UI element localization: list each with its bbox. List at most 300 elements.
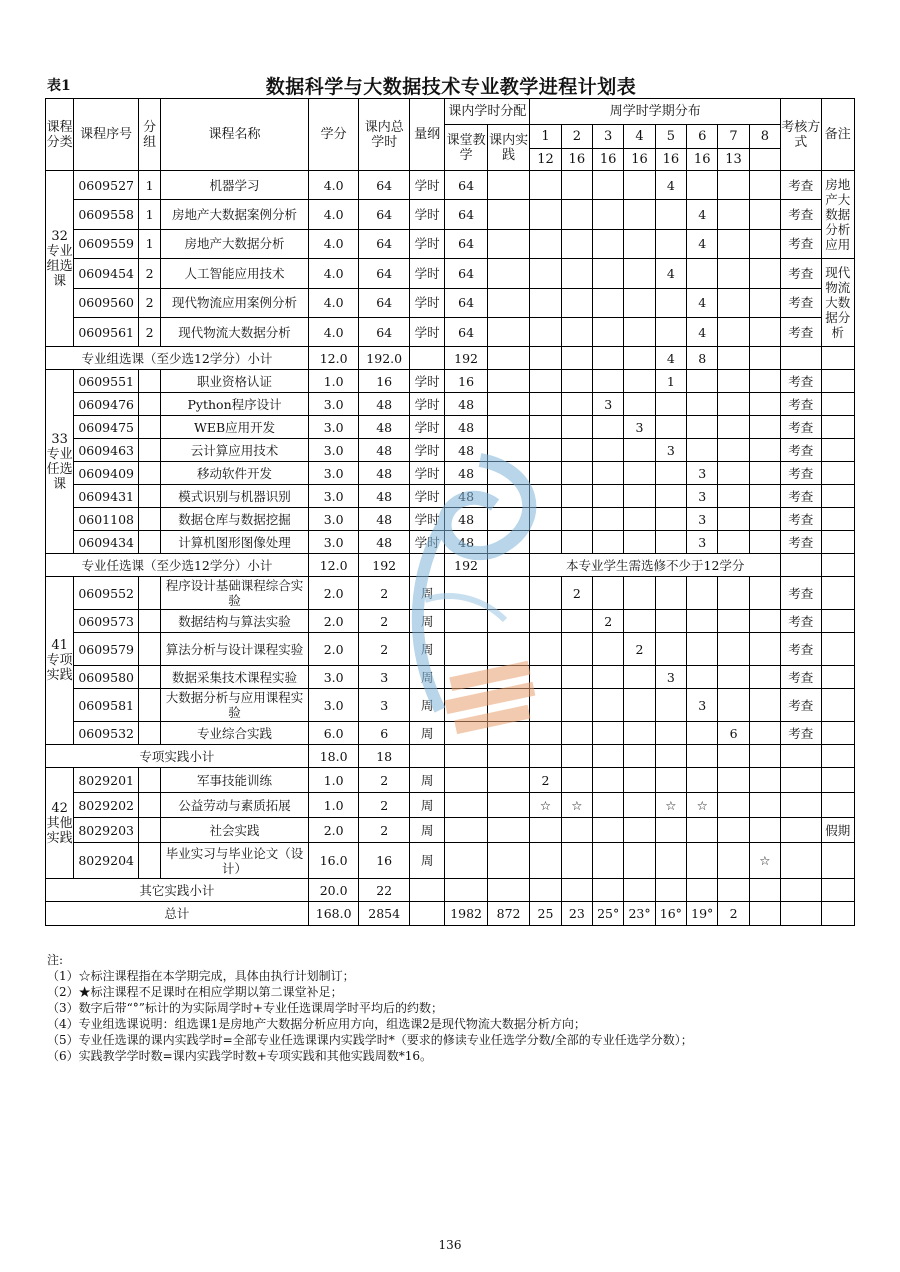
- grand-total-practice: 872: [487, 902, 529, 926]
- semester-hours: 3: [687, 531, 718, 554]
- course-total-hours: 2: [359, 577, 410, 610]
- semester-hours: [749, 768, 780, 793]
- course-practice: [487, 610, 529, 633]
- semester-hours: [593, 531, 624, 554]
- course-classroom: [445, 843, 487, 879]
- semester-hours: 2: [530, 768, 561, 793]
- semester-hours: [624, 259, 655, 288]
- semester-hours: 2: [624, 633, 655, 666]
- semester-hours: [655, 577, 686, 610]
- subtotal-remark: [821, 347, 854, 370]
- course-remark: [821, 722, 854, 745]
- course-assessment: 考查: [781, 229, 821, 258]
- course-total-hours: 16: [359, 370, 410, 393]
- course-assessment: 考查: [781, 689, 821, 722]
- header-semester: 7: [718, 125, 749, 149]
- semester-hours: [624, 666, 655, 689]
- table-row: [46, 577, 855, 610]
- semester-hours: [624, 462, 655, 485]
- subtotal-assessment: [781, 554, 821, 577]
- course-credits: 6.0: [308, 722, 359, 745]
- course-group: [139, 610, 161, 633]
- semester-hours: [624, 508, 655, 531]
- semester-hours: [718, 610, 749, 633]
- course-practice: [487, 508, 529, 531]
- course-practice: [487, 171, 529, 200]
- category-cell: 42其他实践: [46, 768, 74, 879]
- subtotal-assessment: [781, 347, 821, 370]
- semester-hours: [749, 666, 780, 689]
- footnote-line: 注:: [47, 953, 64, 967]
- semester-hours: [593, 171, 624, 200]
- subtotal-label: 专项实践小计: [46, 745, 309, 768]
- course-measure: 学时: [409, 393, 444, 416]
- course-no: 0609559: [74, 229, 139, 258]
- table-row: [46, 462, 855, 485]
- course-practice: [487, 793, 529, 818]
- header-remark: 备注: [821, 99, 854, 171]
- semester-hours: [624, 768, 655, 793]
- semester-hours: [530, 393, 561, 416]
- semester-hours: [718, 370, 749, 393]
- course-total-hours: 64: [359, 200, 410, 229]
- table-row: [46, 485, 855, 508]
- course-group: [139, 722, 161, 745]
- semester-hours: [718, 768, 749, 793]
- course-assessment: 考查: [781, 259, 821, 288]
- course-measure: 周: [409, 843, 444, 879]
- semester-hours: [718, 485, 749, 508]
- semester-hours: [561, 610, 592, 633]
- course-assessment: 考查: [781, 722, 821, 745]
- subtotal-semester: [561, 745, 592, 768]
- semester-hours: [593, 689, 624, 722]
- semester-hours: ☆: [687, 793, 718, 818]
- course-remark: [821, 577, 854, 610]
- semester-hours: [655, 610, 686, 633]
- table-row: [46, 317, 855, 346]
- header-group: 分组: [139, 99, 161, 171]
- table-row: [46, 793, 855, 818]
- course-measure: 学时: [409, 508, 444, 531]
- subtotal-credits: 20.0: [308, 879, 359, 902]
- course-measure: 学时: [409, 462, 444, 485]
- course-credits: 4.0: [308, 288, 359, 317]
- semester-hours: [655, 508, 686, 531]
- table-row: [46, 229, 855, 258]
- course-measure: 学时: [409, 485, 444, 508]
- semester-hours: 4: [655, 259, 686, 288]
- course-total-hours: 16: [359, 843, 410, 879]
- course-name: 模式识别与机器识别: [161, 485, 309, 508]
- course-credits: 1.0: [308, 793, 359, 818]
- subtotal-semester: [718, 347, 749, 370]
- semester-hours: [561, 722, 592, 745]
- semester-hours: [655, 462, 686, 485]
- course-assessment: [781, 843, 821, 879]
- course-assessment: 考查: [781, 531, 821, 554]
- semester-hours: [718, 416, 749, 439]
- course-group: 1: [139, 229, 161, 258]
- semester-hours: [718, 462, 749, 485]
- course-measure: 学时: [409, 317, 444, 346]
- semester-hours: 3: [687, 689, 718, 722]
- header-semester: 6: [687, 125, 718, 149]
- header-weeks: [749, 149, 780, 171]
- subtotal-measure: [409, 745, 444, 768]
- grand-total-measure: [409, 902, 444, 926]
- course-classroom: [445, 610, 487, 633]
- course-remark: [821, 768, 854, 793]
- course-remark: [821, 370, 854, 393]
- footnote-line: （6）实践教学学时数=课内实践学时数+专项实践和其他实践周数*16。: [47, 1049, 433, 1063]
- semester-hours: 4: [687, 229, 718, 258]
- course-no: 0609580: [74, 666, 139, 689]
- course-practice: [487, 259, 529, 288]
- header-semester: 5: [655, 125, 686, 149]
- semester-hours: [561, 666, 592, 689]
- subtotal-total-hours: 22: [359, 879, 410, 902]
- course-measure: 学时: [409, 200, 444, 229]
- course-total-hours: 64: [359, 288, 410, 317]
- course-name: 房地产大数据分析: [161, 229, 309, 258]
- course-no: 8029201: [74, 768, 139, 793]
- semester-hours: [530, 633, 561, 666]
- course-no: 0609532: [74, 722, 139, 745]
- subtotal-practice: [487, 554, 529, 577]
- course-remark: [821, 633, 854, 666]
- semester-hours: [561, 370, 592, 393]
- course-remark: [821, 416, 854, 439]
- semester-hours: [718, 317, 749, 346]
- course-assessment: 考查: [781, 439, 821, 462]
- subtotal-practice: [487, 347, 529, 370]
- course-classroom: 48: [445, 508, 487, 531]
- course-no: 0609431: [74, 485, 139, 508]
- course-measure: 周: [409, 666, 444, 689]
- table-row: [46, 610, 855, 633]
- semester-hours: [530, 259, 561, 288]
- course-measure: 周: [409, 793, 444, 818]
- header-weeks: 12: [530, 149, 561, 171]
- course-classroom: 48: [445, 485, 487, 508]
- course-group: 2: [139, 288, 161, 317]
- course-classroom: [445, 666, 487, 689]
- subtotal-label: 专业任选课（至少选12学分）小计: [46, 554, 309, 577]
- course-remark: [821, 531, 854, 554]
- course-no: 0609560: [74, 288, 139, 317]
- semester-hours: [655, 689, 686, 722]
- course-total-hours: 48: [359, 462, 410, 485]
- grand-total-semester: 23°: [624, 902, 655, 926]
- table-row: [46, 689, 855, 722]
- subtotal-classroom: [445, 879, 487, 902]
- course-no: 0609558: [74, 200, 139, 229]
- semester-hours: [718, 508, 749, 531]
- semester-hours: [655, 722, 686, 745]
- course-name: 移动软件开发: [161, 462, 309, 485]
- course-no: 0609581: [74, 689, 139, 722]
- semester-hours: [718, 393, 749, 416]
- course-assessment: 考查: [781, 666, 821, 689]
- course-total-hours: 3: [359, 666, 410, 689]
- course-name: 现代物流应用案例分析: [161, 288, 309, 317]
- semester-hours: [718, 689, 749, 722]
- course-measure: 学时: [409, 229, 444, 258]
- course-measure: 学时: [409, 439, 444, 462]
- course-classroom: [445, 633, 487, 666]
- subtotal-semester: [624, 879, 655, 902]
- table-row: [46, 879, 855, 902]
- subtotal-practice: [487, 879, 529, 902]
- grand-total-semester: 23: [561, 902, 592, 926]
- course-credits: 4.0: [308, 317, 359, 346]
- header-measure: 量纲: [409, 99, 444, 171]
- semester-hours: [624, 843, 655, 879]
- course-classroom: 48: [445, 439, 487, 462]
- course-measure: 周: [409, 722, 444, 745]
- subtotal-label: 其它实践小计: [46, 879, 309, 902]
- table-row: [46, 818, 855, 843]
- course-total-hours: 2: [359, 610, 410, 633]
- course-measure: 周: [409, 577, 444, 610]
- subtotal-practice: [487, 745, 529, 768]
- semester-hours: [561, 259, 592, 288]
- semester-hours: [687, 666, 718, 689]
- course-group: [139, 843, 161, 879]
- course-classroom: 64: [445, 288, 487, 317]
- grand-total-classroom: 1982: [445, 902, 487, 926]
- semester-hours: 4: [687, 317, 718, 346]
- semester-hours: [593, 633, 624, 666]
- course-name: 程序设计基础课程综合实验: [161, 577, 309, 610]
- subtotal-semester: [749, 879, 780, 902]
- semester-hours: [655, 200, 686, 229]
- semester-hours: [561, 317, 592, 346]
- semester-hours: [530, 462, 561, 485]
- course-assessment: 考查: [781, 317, 821, 346]
- subtotal-semester: [655, 879, 686, 902]
- course-credits: 3.0: [308, 531, 359, 554]
- course-remark: 房地产大数据分析应用: [821, 171, 854, 259]
- course-group: [139, 818, 161, 843]
- grand-total-assessment: [781, 902, 821, 926]
- subtotal-classroom: 192: [445, 554, 487, 577]
- course-measure: 学时: [409, 370, 444, 393]
- semester-hours: [749, 200, 780, 229]
- table-row: [46, 259, 855, 288]
- course-remark: [821, 843, 854, 879]
- grand-total-label: 总计: [46, 902, 309, 926]
- course-total-hours: 2: [359, 818, 410, 843]
- footnote-line: （5）专业任选课的课内实践学时=全部专业任选课课内实践学时*（要求的修读专业任选学分数/全部的专业任选学分数）；: [47, 1033, 693, 1047]
- semester-hours: [718, 439, 749, 462]
- course-name: 房地产大数据案例分析: [161, 200, 309, 229]
- course-total-hours: 64: [359, 171, 410, 200]
- semester-hours: [530, 508, 561, 531]
- course-total-hours: 2: [359, 793, 410, 818]
- course-no: 0609476: [74, 393, 139, 416]
- course-credits: 1.0: [308, 370, 359, 393]
- table-row: [46, 531, 855, 554]
- header-semester: 2: [561, 125, 592, 149]
- semester-hours: [593, 818, 624, 843]
- semester-hours: [749, 171, 780, 200]
- subtotal-credits: 18.0: [308, 745, 359, 768]
- subtotal-semester: [749, 347, 780, 370]
- semester-hours: [624, 229, 655, 258]
- course-assessment: 考查: [781, 577, 821, 610]
- course-measure: 周: [409, 818, 444, 843]
- course-total-hours: 3: [359, 689, 410, 722]
- course-credits: 3.0: [308, 462, 359, 485]
- semester-hours: 3: [655, 666, 686, 689]
- grand-total-semester: 16°: [655, 902, 686, 926]
- course-group: [139, 416, 161, 439]
- semester-hours: [624, 793, 655, 818]
- subtotal-remark: [821, 554, 854, 577]
- semester-hours: [561, 531, 592, 554]
- semester-hours: [593, 288, 624, 317]
- course-total-hours: 48: [359, 416, 410, 439]
- semester-hours: [687, 416, 718, 439]
- course-group: 1: [139, 171, 161, 200]
- semester-hours: [530, 288, 561, 317]
- semester-hours: [593, 317, 624, 346]
- course-credits: 2.0: [308, 610, 359, 633]
- semester-hours: [749, 793, 780, 818]
- semester-hours: [530, 689, 561, 722]
- course-practice: [487, 843, 529, 879]
- course-assessment: 考查: [781, 393, 821, 416]
- header-credits: 学分: [308, 99, 359, 171]
- course-practice: [487, 818, 529, 843]
- semester-hours: [530, 610, 561, 633]
- table-row: [46, 554, 855, 577]
- semester-hours: [561, 508, 592, 531]
- course-practice: [487, 633, 529, 666]
- subtotal-semester: [593, 745, 624, 768]
- semester-hours: [530, 722, 561, 745]
- course-remark: [821, 610, 854, 633]
- course-name: Python程序设计: [161, 393, 309, 416]
- semester-hours: [655, 393, 686, 416]
- table-row: [46, 171, 855, 200]
- semester-hours: [530, 416, 561, 439]
- semester-hours: [561, 689, 592, 722]
- course-practice: [487, 666, 529, 689]
- header-semester: 4: [624, 125, 655, 149]
- course-practice: [487, 288, 529, 317]
- semester-hours: [593, 768, 624, 793]
- course-no: 0609463: [74, 439, 139, 462]
- course-name: 公益劳动与素质拓展: [161, 793, 309, 818]
- course-name: 专业综合实践: [161, 722, 309, 745]
- subtotal-classroom: [445, 745, 487, 768]
- semester-hours: [718, 229, 749, 258]
- page-title: 数据科学与大数据技术专业教学进程计划表: [265, 76, 637, 98]
- subtotal-total-hours: 18: [359, 745, 410, 768]
- semester-hours: [624, 485, 655, 508]
- course-name: WEB应用开发: [161, 416, 309, 439]
- course-no: 0609551: [74, 370, 139, 393]
- semester-hours: [718, 633, 749, 666]
- course-group: 2: [139, 259, 161, 288]
- course-no: 8029202: [74, 793, 139, 818]
- subtotal-semester: 8: [687, 347, 718, 370]
- course-total-hours: 64: [359, 229, 410, 258]
- grand-total-semester: [749, 902, 780, 926]
- semester-hours: [593, 416, 624, 439]
- semester-hours: [687, 633, 718, 666]
- course-credits: 2.0: [308, 818, 359, 843]
- semester-hours: [624, 610, 655, 633]
- course-practice: [487, 768, 529, 793]
- course-practice: [487, 722, 529, 745]
- course-name: 社会实践: [161, 818, 309, 843]
- header-category: 课程分类: [46, 99, 74, 171]
- footnote-line: （4）专业组选课说明：组选课1是房地产大数据分析应用方向，组选课2是现代物流大数据分析方向；: [47, 1017, 586, 1031]
- semester-hours: [530, 485, 561, 508]
- semester-hours: [749, 439, 780, 462]
- semester-hours: [593, 508, 624, 531]
- table-row: [46, 200, 855, 229]
- semester-hours: [687, 370, 718, 393]
- semester-hours: [687, 171, 718, 200]
- table-row: [46, 902, 855, 926]
- semester-hours: [561, 416, 592, 439]
- course-total-hours: 2: [359, 633, 410, 666]
- course-credits: 4.0: [308, 229, 359, 258]
- subtotal-remark: [821, 879, 854, 902]
- subtotal-credits: 12.0: [308, 347, 359, 370]
- subtotal-credits: 12.0: [308, 554, 359, 577]
- footnote-line: （3）数字后带“°”标计的为实际周学时+专业任选课周学时平均后的约数；: [47, 1001, 443, 1015]
- semester-hours: [561, 288, 592, 317]
- course-no: 0609561: [74, 317, 139, 346]
- semester-hours: ☆: [561, 793, 592, 818]
- course-name: 算法分析与设计课程实验: [161, 633, 309, 666]
- subtotal-assessment: [781, 879, 821, 902]
- semester-hours: [624, 531, 655, 554]
- course-name: 机器学习: [161, 171, 309, 200]
- semester-hours: [718, 171, 749, 200]
- course-classroom: 48: [445, 416, 487, 439]
- subtotal-semester: [749, 745, 780, 768]
- semester-hours: 4: [655, 171, 686, 200]
- course-no: 0609573: [74, 610, 139, 633]
- footnote-line: （2）★标注课程不足课时在相应学期以第二课堂补足；: [47, 985, 343, 999]
- semester-hours: [530, 439, 561, 462]
- header-weeks: 16: [624, 149, 655, 171]
- course-remark: [821, 462, 854, 485]
- course-classroom: [445, 768, 487, 793]
- course-practice: [487, 439, 529, 462]
- semester-hours: [530, 843, 561, 879]
- semester-hours: 3: [655, 439, 686, 462]
- subtotal-semester: [593, 879, 624, 902]
- course-no: 0609409: [74, 462, 139, 485]
- subtotal-semester: [593, 347, 624, 370]
- semester-hours: [718, 288, 749, 317]
- table-row: [46, 99, 855, 125]
- grand-total-semester: 25: [530, 902, 561, 926]
- course-group: [139, 531, 161, 554]
- course-assessment: [781, 818, 821, 843]
- course-name: 大数据分析与应用课程实验: [161, 689, 309, 722]
- course-total-hours: 48: [359, 531, 410, 554]
- subtotal-measure: [409, 347, 444, 370]
